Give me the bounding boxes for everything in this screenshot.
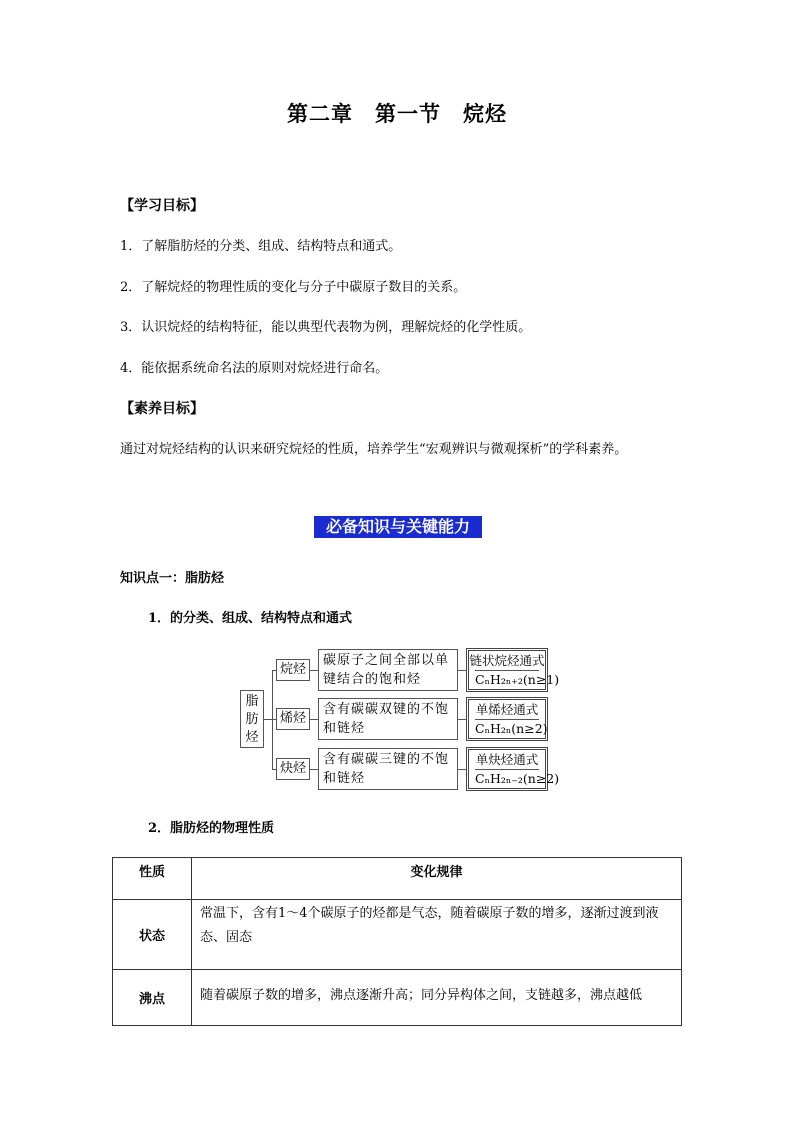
goal-item-2: 2．了解烷烃的物理性质的变化与分子中碳原子数目的关系。 xyxy=(120,280,467,295)
desc-box-alkene: 含有碳碳双键的不饱和链烃 xyxy=(318,698,458,740)
header-cell: 性质 xyxy=(113,858,192,900)
desc-box-alkyne: 含有碳碳三键的不饱和链烃 xyxy=(318,748,458,790)
properties-table xyxy=(112,857,682,1026)
row-key: 沸点 xyxy=(113,970,192,1026)
formula: CₙH₂ₙ₊₂(n≥1) xyxy=(475,672,560,687)
type-box-alkyne: 炔烃 xyxy=(276,758,310,780)
page-title: 第二章 第一节 烷烃 xyxy=(287,101,507,126)
table-header-row xyxy=(113,858,682,900)
root-char-1: 脂 xyxy=(245,694,259,709)
subsection-2-title: 2．脂肪烃的物理性质 xyxy=(148,821,275,836)
connector xyxy=(310,769,318,770)
formula-name: 单烯烃通式 xyxy=(475,702,539,717)
literacy-heading: 【素养目标】 xyxy=(120,401,204,417)
connector xyxy=(458,769,466,770)
formula-box-alkane xyxy=(466,648,560,692)
formula: CₙH₂ₙ(n≥2) xyxy=(475,721,548,736)
connector xyxy=(310,719,318,720)
literacy-text: 通过对烷烃结构的认识来研究烷烃的性质，培养学生“宏观辨识与微观探析”的学科素养。 xyxy=(120,442,628,457)
root-char-3: 烃 xyxy=(245,730,259,745)
formula-name: 链状烷烃通式 xyxy=(469,653,545,668)
connector xyxy=(458,670,466,671)
goal-item-3: 3．认识烷烃的结构特征，能以典型代表物为例，理解烷烃的化学性质。 xyxy=(120,320,532,335)
formula-box-alkyne xyxy=(466,747,560,791)
row-value: 常温下，含有1～4个碳原子的烃都是气态，随着碳原子数的增多，逐渐过渡到液态、固态 xyxy=(192,900,682,970)
formula-name: 单炔烃通式 xyxy=(475,752,539,767)
goal-item-1: 1．了解脂肪烃的分类、组成、结构特点和通式。 xyxy=(120,239,402,254)
formula-box-alkene xyxy=(466,697,548,741)
table-row xyxy=(113,970,682,1026)
type-box-alkene: 烯烃 xyxy=(276,708,310,730)
table-row xyxy=(113,900,682,970)
formula: CₙH₂ₙ₋₂(n≥2) xyxy=(475,771,560,786)
row-value: 随着碳原子数的增多，沸点逐渐升高；同分异构体之间，支链越多，沸点越低 xyxy=(192,970,682,1026)
row-key: 状态 xyxy=(113,900,192,970)
connector xyxy=(264,719,272,720)
connector xyxy=(458,719,466,720)
knowledge-point-title: 知识点一：脂肪烃 xyxy=(120,571,225,586)
subsection-1-title: 1．的分类、组成、结构特点和通式 xyxy=(148,611,353,626)
goal-item-4: 4．能依据系统命名法的原则对烷烃进行命名。 xyxy=(120,361,389,376)
goals-heading: 【学习目标】 xyxy=(120,198,204,214)
desc-box-alkane: 碳原子之间全部以单键结合的饱和烃 xyxy=(318,649,458,691)
connector xyxy=(310,670,318,671)
root-box xyxy=(240,690,264,748)
type-box-alkane: 烷烃 xyxy=(276,659,310,681)
root-char-2: 肪 xyxy=(245,712,259,727)
section-banner: 必备知识与关键能力 xyxy=(314,516,482,538)
header-cell: 变化规律 xyxy=(192,858,682,900)
